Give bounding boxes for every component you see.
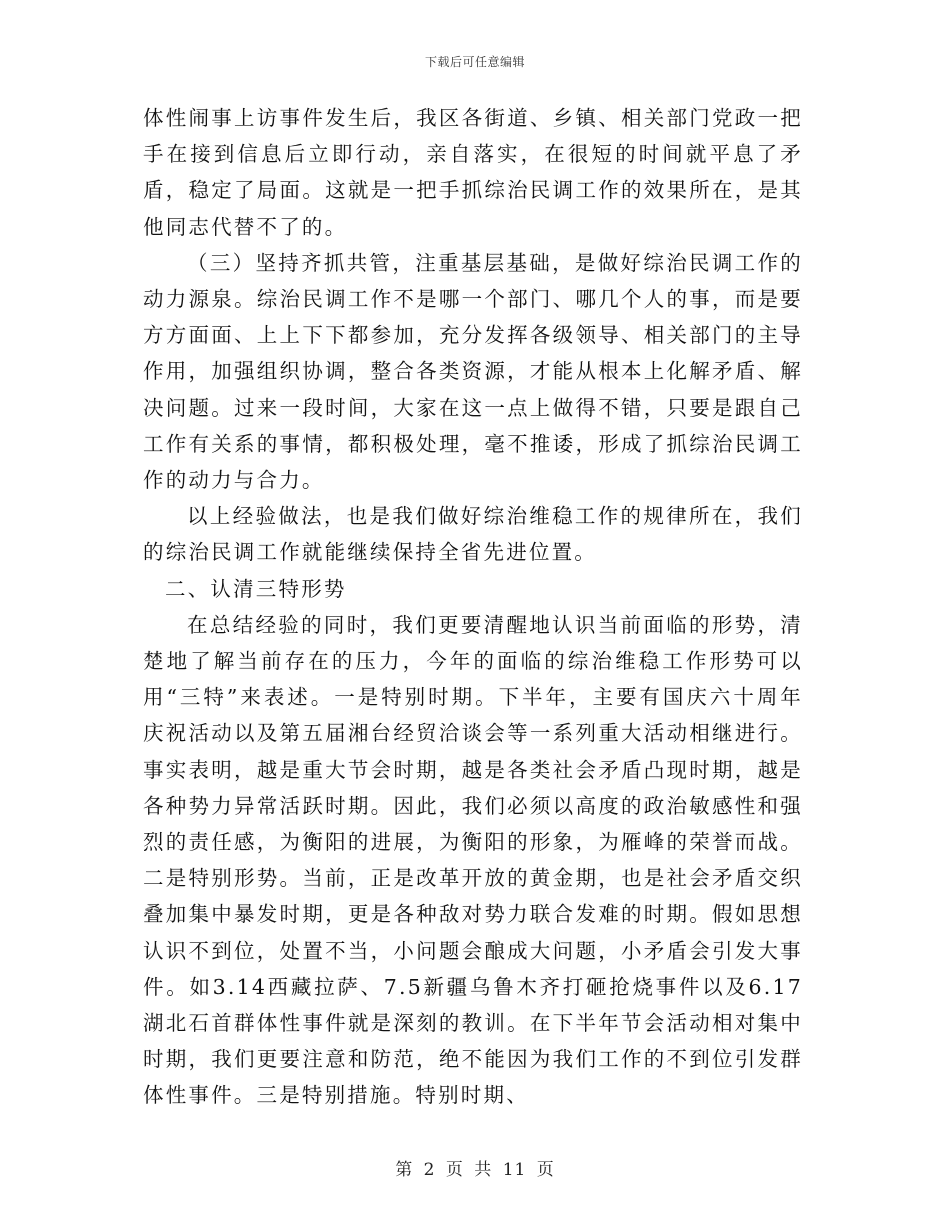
page-header: 下载后可任意编辑: [424, 55, 525, 69]
document-body: [143, 100, 803, 1114]
paragraph-section-three: （三）坚持齐抓共管，注重基层基础，是做好综治民调工作的动力源泉。综治民调工作不是哪一个部门、哪几个人的事，而是要方方面面、上上下下都参加，充分发挥各级领导、相关部门的主导作用，加强组织协调，整合各类资源，才能从根本上化解矛盾、解决问题。过来一段时间，大家在这一点上做得不错，只要是跟自己工作有关系的事情，都积极处理，毫不推诿，形成了抓综治民调工作的动力与合力。: [143, 250, 803, 493]
paragraph-continuation: 体性闹事上访事件发生后，我区各街道、乡镇、相关部门党政一把手在接到信息后立即行动，亲自落实，在很短的时间就平息了矛盾，稳定了局面。这就是一把手抓综治民调工作的效果所在，是其他同志代替不了的。: [143, 106, 803, 239]
section-heading: 二、认清三特形势: [165, 576, 347, 601]
paragraph-situation: 在总结经验的同时，我们更要清醒地认识当前面临的形势，清楚地了解当前存在的压力，今年的面临的综治维稳工作形势可以用“三特”来表述。一是特别时期。下半年，主要有国庆六十周年庆祝活动以及第五届湘台经贸洽谈会等一系列重大活动相继进行。事实表明，越是重大节会时期，越是各类社会矛盾凸现时期，越是各种势力异常活跃时期。因此，我们必须以高度的政治敏感性和强烈的责任感，为衡阳的进展，为衡阳的形象，为雁峰的荣誉而战。二是特别形势。当前，正是改革开放的黄金期，也是社会矛盾交织叠加集中暴发时期，更是各种敌对势力联合发难的时期。假如思想认识不到位，处置不当，小问题会酿成大问题，小矛盾会引发大事件。如3.14西藏拉萨、7.5新疆乌鲁木齐打砸抢烧事件以及6.17湖北石首群体性事件就是深刻的教训。在下半年节会活动相对集中时期，我们更要注意和防范，绝不能因为我们工作的不到位引发群体性事件。三是特别措施。特别时期、: [143, 612, 803, 1108]
page-footer: 第 2 页 共 11 页: [395, 1160, 555, 1180]
paragraph-summary: 以上经验做法，也是我们做好综治维稳工作的规律所在，我们的综治民调工作就能继续保持全省先进位置。: [143, 504, 803, 565]
